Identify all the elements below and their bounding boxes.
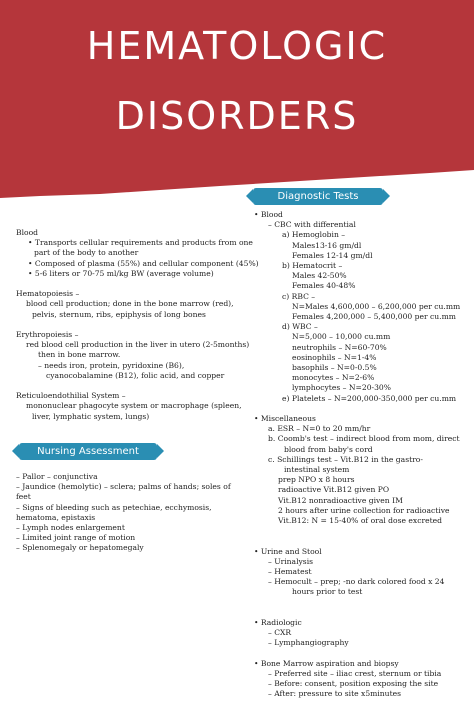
text-line: Reticuloendothilial System – bbox=[16, 391, 126, 401]
text-line: Vit.B12 nonradioactive given IM bbox=[278, 495, 403, 505]
text-line: lymphocytes – N=20-30% bbox=[292, 383, 391, 393]
text-line: – CXR bbox=[268, 628, 292, 638]
text-line: Females 12-14 gm/dl bbox=[292, 250, 373, 260]
text-line: – Signs of bleeding such as petechiae, ecchymosis, bbox=[16, 502, 212, 512]
nursing-assessment-label: Nursing Assessment bbox=[37, 446, 139, 457]
diagnostic-tests-label: Diagnostic Tests bbox=[277, 191, 359, 202]
text-line: • Composed of plasma (55%) and cellular component (45%) bbox=[28, 258, 259, 268]
text-line: – Lymphangiography bbox=[268, 638, 349, 648]
text-line: eosinophils – N=1-4% bbox=[292, 352, 377, 362]
text-line: Males13-16 gm/dl bbox=[292, 240, 362, 250]
nursing-assessment-list bbox=[16, 472, 246, 554]
text-line: e) Platelets – N=200,000-350,000 per cu.mm bbox=[282, 393, 457, 403]
text-line: Vit.B12: N = 15-40% of oral dose excreted bbox=[278, 516, 442, 526]
text-line: – Hematest bbox=[268, 567, 312, 577]
text-line: • Urine and Stool bbox=[254, 546, 322, 556]
text-line bbox=[254, 526, 469, 536]
text-line: – After: pressure to site x5minutes bbox=[268, 689, 402, 699]
text-line: cyanocobalamine (B12), folic acid, and copper bbox=[46, 370, 225, 380]
text-line: c. Schillings test – Vit.B12 in the gastro- bbox=[268, 454, 423, 464]
text-line: intestinal system bbox=[284, 465, 350, 475]
text-line bbox=[254, 536, 469, 546]
text-line: • Blood bbox=[254, 210, 283, 219]
text-line: blood cell production; done in the bone marrow (red), bbox=[26, 299, 234, 309]
text-line: Blood bbox=[16, 228, 39, 237]
text-line: – Preferred site – iliac crest, sternum or tibia bbox=[268, 669, 442, 679]
text-line: – needs iron, protein, pyridoxine (B6), bbox=[38, 360, 185, 370]
text-line: a) Hemoglobin – bbox=[282, 230, 346, 240]
text-line: Hematopoiesis – bbox=[16, 289, 80, 299]
text-line: feet bbox=[16, 492, 31, 502]
text-line: Males 42-50% bbox=[292, 271, 347, 281]
text-line: – Limited joint range of motion bbox=[16, 533, 136, 543]
text-line: part of the body to another bbox=[34, 248, 139, 258]
text-line: hematoma, epistaxis bbox=[16, 512, 96, 522]
text-line bbox=[254, 598, 469, 608]
text-line bbox=[16, 320, 246, 330]
text-line: N=Males 4,600,000 – 6,200,000 per cu.mm bbox=[292, 301, 461, 311]
text-line: • Radiologic bbox=[254, 618, 302, 628]
arrow-right-icon bbox=[157, 444, 164, 458]
text-line: blood from baby's cord bbox=[284, 444, 373, 454]
text-line: pelvis, sternum, ribs, epiphysis of long bones bbox=[32, 309, 206, 319]
text-line: • 5-6 liters or 70-75 ml/kg BW (average volume) bbox=[28, 268, 214, 278]
text-line bbox=[254, 649, 469, 659]
blood-overview-text bbox=[16, 228, 259, 422]
text-line: basophils – N=0-0.5% bbox=[292, 363, 377, 373]
text-line: liver, lymphatic system, lungs) bbox=[32, 411, 150, 421]
text-line: – Splenomegaly or hepatomegaly bbox=[16, 543, 144, 553]
text-line: Females 4,200,000 – 5,400,000 per cu.mm bbox=[292, 312, 456, 322]
text-line: – Hemocult – prep; -no dark colored food x 24 bbox=[268, 577, 445, 587]
text-line: • Transports cellular requirements and products from one bbox=[28, 238, 253, 248]
page-title-line2: DISORDERS bbox=[115, 94, 359, 138]
text-line bbox=[254, 404, 469, 414]
text-line: radioactive Vit.B12 given PO bbox=[278, 485, 390, 495]
text-line: Erythropoiesis – bbox=[16, 330, 79, 339]
text-line bbox=[16, 381, 246, 391]
text-line: monocytes – N=2-6% bbox=[292, 373, 375, 383]
text-line: – CBC with differential bbox=[268, 220, 356, 230]
diagnostic-tests-list bbox=[254, 210, 469, 700]
text-line: b. Coomb's test – indirect blood from mom, direct bbox=[268, 434, 460, 444]
arrow-left-icon bbox=[246, 189, 253, 203]
text-line: prep NPO x 8 hours bbox=[278, 475, 355, 485]
text-line: – Urinalysis bbox=[268, 556, 314, 566]
arrow-right-icon bbox=[383, 189, 390, 203]
text-line: 2 hours after urine collection for radioactive bbox=[278, 505, 450, 515]
nursing-assessment-header bbox=[19, 443, 157, 460]
text-line: red blood cell production in the liver in utero (2-5months) bbox=[26, 340, 250, 350]
text-line: c) RBC – bbox=[282, 291, 316, 301]
diagnostic-tests-header bbox=[253, 188, 383, 205]
page-title-line1: HEMATOLOGIC bbox=[86, 24, 388, 68]
text-line: – Lymph nodes enlargement bbox=[16, 523, 125, 533]
text-line: – Jaundice (hemolytic) – sclera; palms of hands; soles of bbox=[16, 482, 231, 492]
text-line: N=5,000 – 10,000 cu.mm bbox=[292, 332, 391, 342]
text-line: b) Hematocrit – bbox=[282, 261, 343, 271]
text-line bbox=[254, 608, 469, 618]
text-line: – Pallor – conjunctiva bbox=[16, 472, 98, 481]
text-line: mononuclear phagocyte system or macrophage (spleen, bbox=[26, 401, 242, 411]
text-line: hours prior to test bbox=[292, 587, 363, 597]
text-line: • Bone Marrow aspiration and biopsy bbox=[254, 658, 399, 668]
text-line: neutrophils – N=60-70% bbox=[292, 342, 387, 352]
text-line: – Before: consent, position exposing the site bbox=[268, 679, 439, 689]
text-line: then in bone marrow. bbox=[38, 350, 121, 360]
text-line: d) WBC – bbox=[282, 322, 318, 332]
text-line: • Miscellaneous bbox=[254, 414, 316, 424]
text-line: Females 40-48% bbox=[292, 281, 356, 291]
arrow-left-icon bbox=[12, 444, 19, 458]
text-line: a. ESR – N=0 to 20 mm/hr bbox=[268, 424, 371, 434]
text-line bbox=[16, 279, 246, 289]
